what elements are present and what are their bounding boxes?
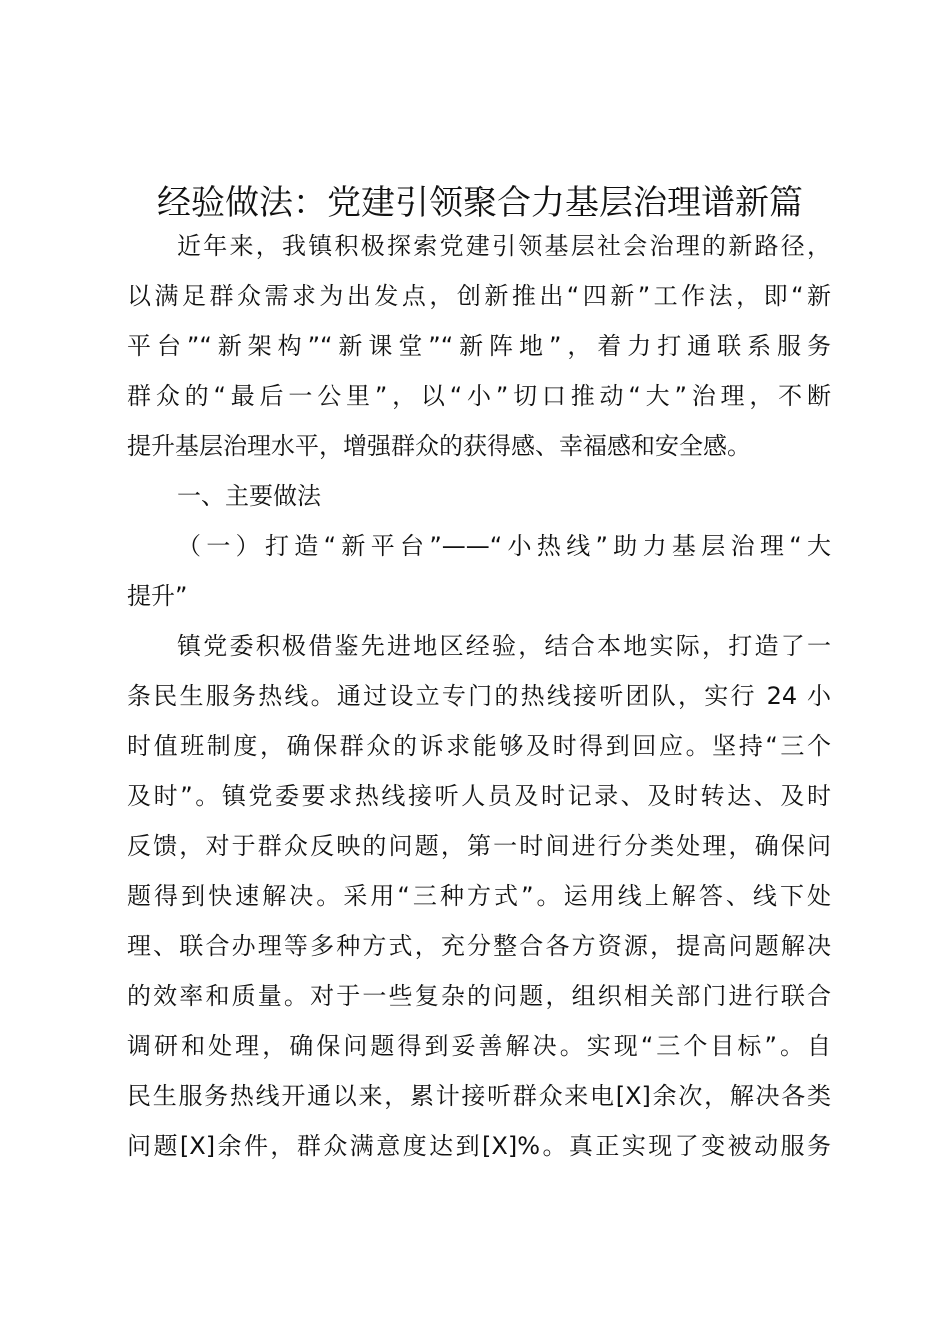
subsection-heading-line-1: （一）打造“新平台”——“小热线”助力基层治理“大 <box>177 532 831 560</box>
body-line-11: 问题[X]余件，群众满意度达到[X]%。真正实现了变被动服务 <box>127 1132 831 1160</box>
body-line-1: 镇党委积极借鉴先进地区经验，结合本地实际，打造了一 <box>177 632 831 660</box>
intro-line-3: 平台”“新架构”“新课堂”“新阵地”，着力打通联系服务 <box>127 332 831 360</box>
section-heading: 一、主要做法 <box>177 482 321 510</box>
body-line-8: 的效率和质量。对于一些复杂的问题，组织相关部门进行联合 <box>127 982 831 1010</box>
document-title: 经验做法：党建引领聚合力基层治理谱新篇 <box>157 183 803 223</box>
body-line-7: 理、联合办理等多种方式，充分整合各方资源，提高问题解决 <box>127 932 831 960</box>
intro-line-1: 近年来，我镇积极探索党建引领基层社会治理的新路径， <box>177 232 831 260</box>
body-line-4: 及时”。镇党委要求热线接听人员及时记录、及时转达、及时 <box>127 782 831 810</box>
subsection-heading-line-2: 提升” <box>127 582 188 610</box>
intro-line-5: 提升基层治理水平，增强群众的获得感、幸福感和安全感。 <box>127 432 751 460</box>
body-line-10: 民生服务热线开通以来，累计接听群众来电[X]余次，解决各类 <box>127 1082 831 1110</box>
intro-line-4: 群众的“最后一公里”，以“小”切口推动“大”治理，不断 <box>127 382 831 410</box>
body-line-3: 时值班制度，确保群众的诉求能够及时得到回应。坚持“三个 <box>127 732 831 760</box>
body-line-9: 调研和处理，确保问题得到妥善解决。实现“三个目标”。自 <box>127 1032 831 1060</box>
intro-line-2: 以满足群众需求为出发点，创新推出“四新”工作法，即“新 <box>127 282 831 310</box>
body-line-2: 条民生服务热线。通过设立专门的热线接听团队，实行 24 小 <box>127 682 831 710</box>
body-line-5: 反馈，对于群众反映的问题，第一时间进行分类处理，确保问 <box>127 832 831 860</box>
body-line-6: 题得到快速解决。采用“三种方式”。运用线上解答、线下处 <box>127 882 831 910</box>
